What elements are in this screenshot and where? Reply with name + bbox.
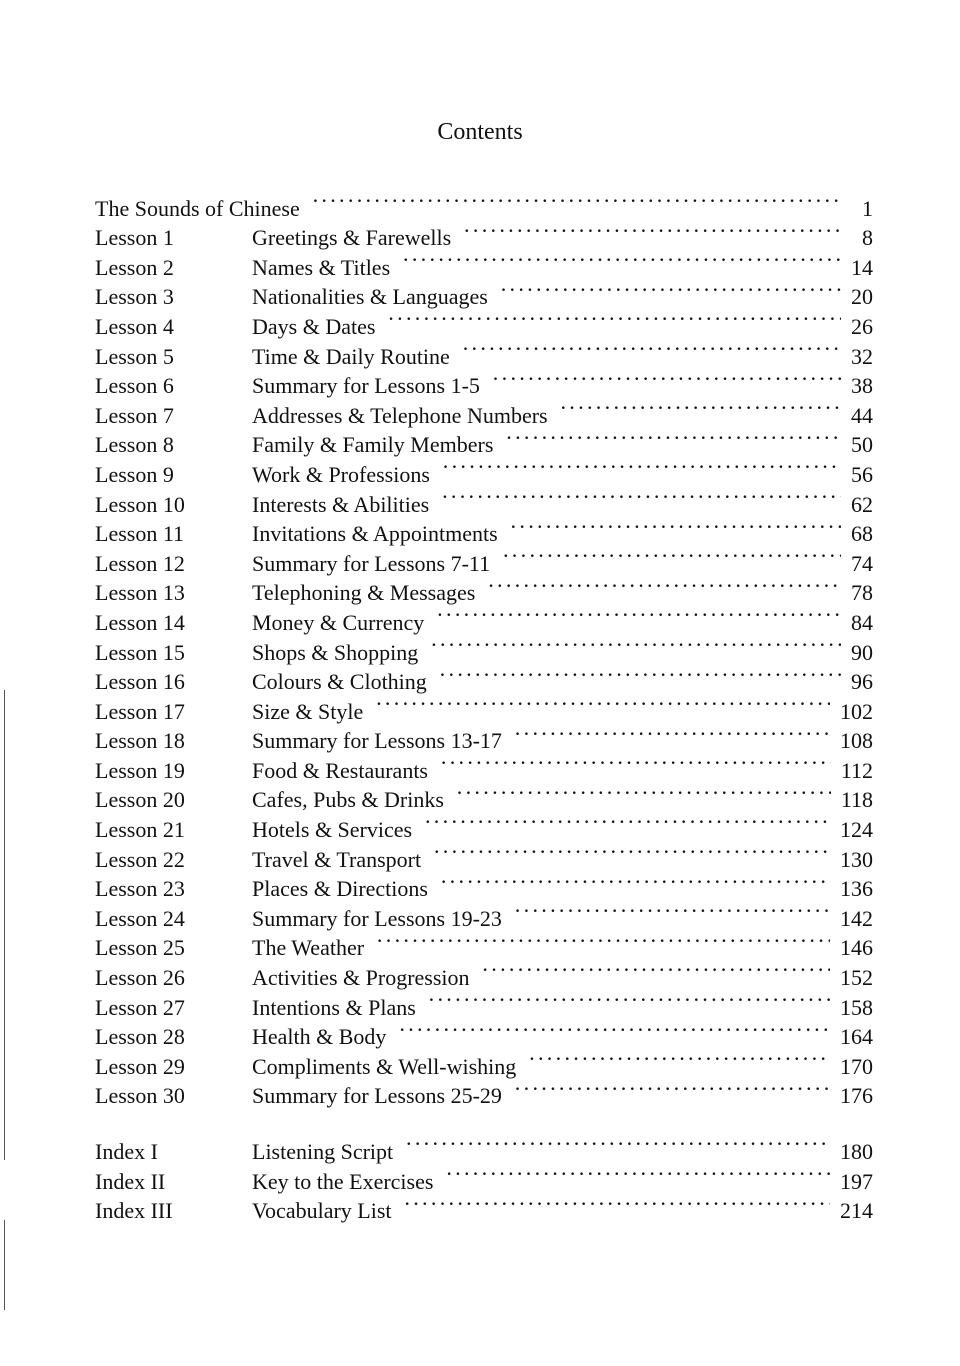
toc-page-number: 102 xyxy=(840,698,873,724)
toc-entry-label: Lesson 28 xyxy=(95,1024,185,1050)
toc-page-number: 170 xyxy=(840,1053,873,1079)
toc-entry-title: Addresses & Telephone Numbers xyxy=(252,402,548,428)
toc-page-number: 32 xyxy=(851,343,873,369)
dot-leader xyxy=(510,512,841,542)
toc-page-number: 8 xyxy=(862,225,873,251)
toc-page-number: 20 xyxy=(851,284,873,310)
toc-entry-label: Lesson 18 xyxy=(95,728,185,754)
dot-leader xyxy=(436,600,841,630)
dot-leader xyxy=(375,689,830,719)
dot-leader xyxy=(500,275,841,305)
toc-page-number: 1 xyxy=(862,195,873,221)
page-title: Contents xyxy=(437,119,523,145)
toc-entry-title: Invitations & Appointments xyxy=(252,521,498,547)
dot-leader xyxy=(439,660,841,690)
toc-entry-label: Lesson 23 xyxy=(95,876,185,902)
toc-entry-title: Activities & Progression xyxy=(252,965,470,991)
toc-page-number: 180 xyxy=(840,1139,873,1164)
toc-entry-title: Interests & Abilities xyxy=(252,491,430,517)
toc-entry-label: Lesson 20 xyxy=(95,787,185,813)
toc-entry-label: Lesson 7 xyxy=(95,402,174,428)
toc-entry-label: Index I xyxy=(95,1139,158,1164)
toc-entry-title: Work & Professions xyxy=(252,461,430,487)
dot-leader xyxy=(405,1129,830,1159)
dot-leader xyxy=(312,186,841,216)
toc-entry-label: Lesson 27 xyxy=(95,994,185,1020)
toc-entry-label: Lesson 1 xyxy=(95,225,174,251)
toc-entry-label: Lesson 5 xyxy=(95,343,174,369)
toc-entry-label: Lesson 14 xyxy=(95,609,185,635)
toc-page-number: 158 xyxy=(840,994,873,1020)
toc-entry-title: Telephoning & Messages xyxy=(252,580,476,606)
dot-leader xyxy=(462,334,841,364)
toc-entry-label: Lesson 6 xyxy=(95,373,174,399)
toc-entry-label: Lesson 11 xyxy=(95,521,185,547)
dot-leader xyxy=(424,807,830,837)
toc-entry-label: Lesson 13 xyxy=(95,580,185,606)
dot-leader xyxy=(463,216,841,246)
toc-entry-title: Money & Currency xyxy=(252,609,425,635)
toc-page-number: 74 xyxy=(851,550,873,576)
toc-entry-label: Lesson 26 xyxy=(95,965,185,991)
toc-entry-label: Lesson 22 xyxy=(95,846,185,872)
toc-entry-title: Colours & Clothing xyxy=(252,669,427,695)
toc-entry-title: Hotels & Services xyxy=(252,817,413,843)
toc-entry-title: Names & Titles xyxy=(252,254,391,280)
dot-leader xyxy=(440,748,831,778)
dot-leader xyxy=(398,1015,830,1045)
toc-page-number: 146 xyxy=(840,935,873,961)
toc-entry-label: Lesson 3 xyxy=(95,284,174,310)
toc-entry-label: Lesson 8 xyxy=(95,432,174,458)
scan-margin-line xyxy=(4,1220,5,1310)
toc-entry-title: The Weather xyxy=(252,935,365,961)
toc-page-number: 26 xyxy=(851,313,873,339)
dot-leader xyxy=(404,1189,830,1219)
toc-entry-title: Time & Daily Routine xyxy=(252,343,450,369)
dot-leader xyxy=(492,364,841,394)
toc-entry-label: Lesson 2 xyxy=(95,254,174,280)
dot-leader xyxy=(376,926,830,956)
toc-page-number: 142 xyxy=(840,905,873,931)
toc-entry-title: Summary for Lessons 25-29 xyxy=(252,1083,502,1109)
toc-page-number: 164 xyxy=(840,1024,873,1050)
toc-page-number: 176 xyxy=(840,1083,873,1109)
dot-leader xyxy=(433,837,830,867)
toc-entry-title: Cafes, Pubs & Drinks xyxy=(252,787,444,813)
dot-leader xyxy=(514,1074,830,1104)
toc-entry-title: Days & Dates xyxy=(252,313,376,339)
toc-entry-label: Lesson 30 xyxy=(95,1083,185,1109)
toc-entry-label: Lesson 25 xyxy=(95,935,185,961)
toc-page-number: 152 xyxy=(840,965,873,991)
toc-entry-label: Lesson 16 xyxy=(95,669,185,695)
toc-entry-label: Lesson 24 xyxy=(95,905,185,931)
toc-entry-title: Summary for Lessons 1-5 xyxy=(252,373,480,399)
dot-leader xyxy=(442,452,841,482)
toc-page-number: 130 xyxy=(840,846,873,872)
toc-entry-label: Lesson 10 xyxy=(95,491,185,517)
toc-entry-title: Shops & Shopping xyxy=(252,639,419,665)
toc-page-number: 124 xyxy=(840,817,873,843)
dot-leader xyxy=(514,719,830,749)
toc-page-number: 112 xyxy=(840,757,873,783)
dot-leader xyxy=(428,985,830,1015)
scan-margin-line xyxy=(4,690,5,1160)
toc-page-number: 96 xyxy=(851,669,873,695)
toc-entry-title: Health & Body xyxy=(252,1024,387,1050)
toc-row-intro[interactable] xyxy=(95,186,873,221)
toc-page-number: 214 xyxy=(840,1198,873,1224)
toc-entry-title: Food & Restaurants xyxy=(252,757,428,783)
toc-entry-title: Summary for Lessons 7-11 xyxy=(252,550,491,576)
dot-leader xyxy=(441,482,841,512)
toc-entry-title: Listening Script xyxy=(252,1139,394,1164)
dot-leader xyxy=(487,571,841,601)
toc-entry-title: Greetings & Farewells xyxy=(252,225,452,251)
table-of-contents xyxy=(95,186,873,1224)
toc-entry-label: Lesson 12 xyxy=(95,550,185,576)
toc-entry-title: Vocabulary List xyxy=(252,1198,392,1224)
toc-entry-label: Index II xyxy=(95,1168,166,1194)
dot-leader xyxy=(445,1159,830,1189)
toc-entry-title: Travel & Transport xyxy=(252,846,422,872)
toc-page-number: 62 xyxy=(851,491,873,517)
toc-page-number: 78 xyxy=(851,580,873,606)
toc-page-number: 118 xyxy=(840,787,873,813)
dot-leader xyxy=(387,304,841,334)
dot-leader xyxy=(502,541,841,571)
toc-page-number: 14 xyxy=(851,254,873,280)
toc-entry-label: Lesson 9 xyxy=(95,461,174,487)
toc-row-index-1[interactable] xyxy=(95,1129,873,1164)
toc-entry-title: Places & Directions xyxy=(252,876,428,902)
dot-leader xyxy=(440,867,830,897)
toc-entry-label: Lesson 4 xyxy=(95,313,174,339)
toc-entry-title: Compliments & Well-wishing xyxy=(252,1053,517,1079)
toc-page-number: 90 xyxy=(851,639,873,665)
toc-entry-title: Size & Style xyxy=(252,698,364,724)
toc-entry-title: Family & Family Members xyxy=(252,432,494,458)
toc-entry-label: Lesson 21 xyxy=(95,817,185,843)
toc-entry-title: Key to the Exercises xyxy=(252,1168,434,1194)
dot-leader xyxy=(456,778,831,808)
toc-entry-title: The Sounds of Chinese xyxy=(95,195,300,221)
toc-entry-title: Summary for Lessons 19-23 xyxy=(252,905,502,931)
toc-page-number: 38 xyxy=(851,373,873,399)
toc-entry-title: Summary for Lessons 13-17 xyxy=(252,728,502,754)
toc-entry-title: Nationalities & Languages xyxy=(252,284,488,310)
dot-leader xyxy=(430,630,841,660)
toc-entry-title: Intentions & Plans xyxy=(252,994,416,1020)
toc-entry-label: Lesson 29 xyxy=(95,1053,185,1079)
dot-leader xyxy=(514,896,830,926)
toc-entry-label: Lesson 19 xyxy=(95,757,185,783)
toc-page-number: 197 xyxy=(840,1168,873,1194)
dot-leader xyxy=(528,1044,830,1074)
toc-page-number: 44 xyxy=(851,402,873,428)
toc-page-number: 50 xyxy=(851,432,873,458)
toc-entry-label: Lesson 15 xyxy=(95,639,185,665)
dot-leader xyxy=(505,423,841,453)
toc-entry-label: Lesson 17 xyxy=(95,698,185,724)
toc-page-number: 84 xyxy=(851,609,873,635)
toc-page-number: 136 xyxy=(840,876,873,902)
toc-page-number: 68 xyxy=(851,521,873,547)
dot-leader xyxy=(482,955,830,985)
toc-entry-label: Index III xyxy=(95,1198,173,1224)
dot-leader xyxy=(560,393,841,423)
toc-page-number: 108 xyxy=(840,728,873,754)
toc-page-number: 56 xyxy=(851,461,873,487)
dot-leader xyxy=(402,245,841,275)
